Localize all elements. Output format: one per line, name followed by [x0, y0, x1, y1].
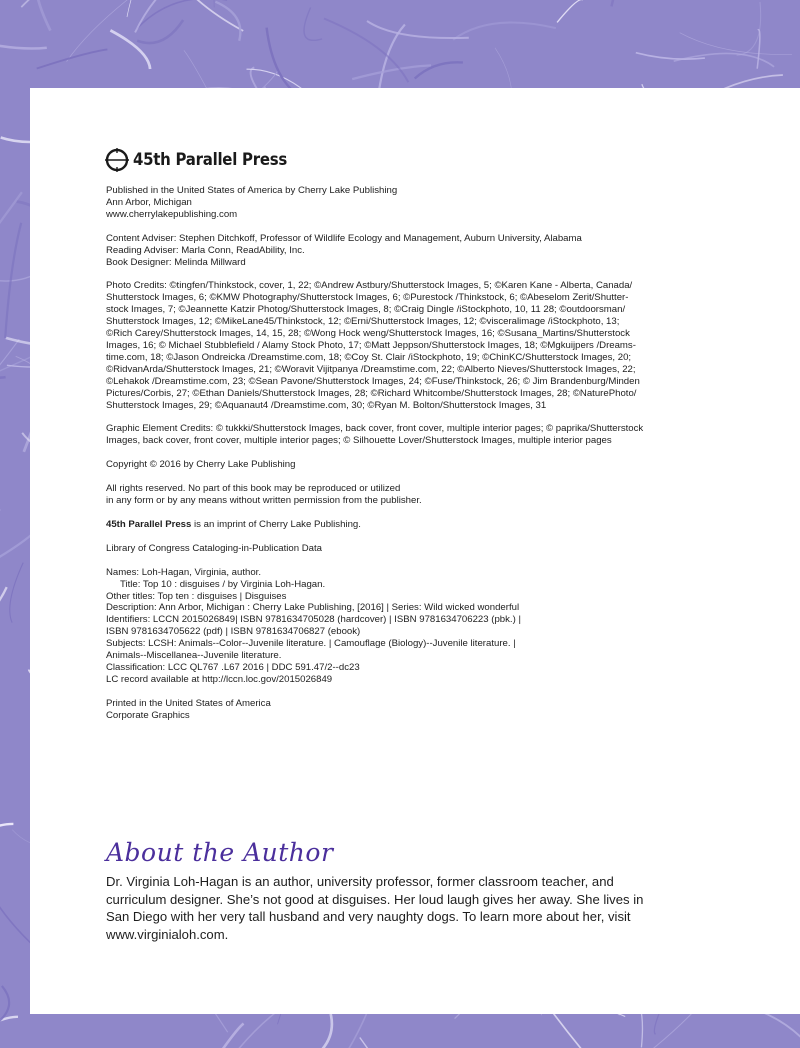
photo-credits-line: Shutterstock Images, 29; ©Aquanaut4 /Dreamstime.com, 30; ©Ryan M. Bolton/Shutterstock Images, 31	[106, 399, 547, 411]
cip-line: Animals--Miscellanea--Juvenile literature.	[106, 650, 282, 662]
photo-credits-line: Photo Credits: ©tingfen/Thinkstock, cover, 1, 22; ©Andrew Astbury/Shutterstock Images, 5; ©Karen Kane - Alberta, Canada/	[106, 280, 633, 292]
photo-credits-line: Images, 16; © Michael Stubblefield / Alamy Stock Photo, 17; ©Matt Jeppson/Shutterstock Images, 18; ©Mgkuijpers /Dreams-	[106, 339, 636, 351]
publisher-block	[106, 185, 706, 221]
about-author-line: curriculum designer. She’s not good at disguises. Her loud laugh gives her away. She lives in	[106, 891, 644, 907]
publisher-logo	[104, 146, 308, 174]
photo-credits-line: stock Images, 7; ©Jeannette Katzir Photog/Shutterstock Images, 8; ©Craig Dingle /iStockphoto, 10, 11 28; ©outdoorsman/	[106, 304, 626, 316]
printed-line: Printed in the United States of America	[106, 697, 271, 709]
publisher-line: Published in the United States of America by Cherry Lake Publishing	[106, 185, 398, 196]
printed-in	[106, 698, 706, 722]
copyright-page-text	[106, 185, 706, 734]
cip-line: Classification: LCC QL767 .L67 2016 | DDC 591.47/2--dc23	[106, 662, 360, 673]
cip-line: ISBN 9781634705622 (pdf) | ISBN 9781634706827 (ebook)	[106, 626, 361, 638]
photo-credits	[106, 280, 706, 411]
graphic-credits-line: Graphic Element Credits: © tukkki/Shutterstock Images, back cover, front cover, multiple interior pages; © paprika/Shutterstock	[106, 423, 644, 435]
graphic-element-credits	[106, 423, 706, 447]
imprint-name: 45th Parallel Press	[106, 518, 192, 530]
photo-credits-line: Shutterstock Images, 12; ©MikeLane45/Thinkstock, 12; ©Erni/Shutterstock Images, 12; ©visceralimage /iStockphoto, 13;	[106, 316, 620, 328]
publisher-website: www.cherrylakepublishing.com	[106, 208, 238, 220]
book-designer: Book Designer: Melinda Millward	[106, 256, 246, 268]
cip-heading: Library of Congress Cataloging-in-Publication Data	[106, 542, 322, 554]
rights-line: in any form or by any means without written permission from the publisher.	[106, 495, 422, 507]
rights-line: All rights reserved. No part of this book may be reproduced or utilized	[106, 483, 401, 495]
logo-wordmark: 45th Parallel Press	[133, 150, 287, 170]
page-content-panel	[30, 88, 800, 1014]
graphic-credits-line: Images, back cover, front cover, multiple interior pages; © Silhouette Lover/Shutterstock Images, multiple interior pages	[106, 435, 612, 447]
photo-credits-line: Shutterstock Images, 6; ©KMW Photography/Shutterstock Images, 6; ©Purestock /Thinkstock, 6; ©Abeselom Zerit/Shutter-	[106, 292, 629, 304]
cip-line: Subjects: LCSH: Animals--Color--Juvenile literature. | Camouflage (Biology)--Juvenile literature. |	[106, 638, 516, 650]
cip-title: Title: Top 10 : disguises / by Virginia Loh-Hagan.	[120, 578, 326, 590]
publisher-line: Ann Arbor, Michigan	[106, 196, 192, 208]
cip-names: Names: Loh-Hagan, Virginia, author.	[106, 566, 262, 578]
printer-name: Corporate Graphics	[106, 709, 190, 721]
imprint-notice	[106, 519, 706, 531]
advisers-block	[106, 233, 706, 269]
about-author-line: San Diego with her very tall husband and very naughty dogs. To learn more about her, visit	[106, 909, 631, 924]
compass-globe-icon	[104, 147, 130, 173]
about-author-heading: About the Author	[106, 838, 334, 867]
photo-credits-line: ©Lehakok /Dreamstime.com, 23; ©Sean Pavone/Shutterstock Images, 24; ©Fuse/Thinkstock, 26; © Jim Brandenburg/Minden	[106, 375, 640, 387]
cip-line: LC record available at http://lccn.loc.gov/2015026849	[106, 673, 333, 685]
reading-adviser: Reading Adviser: Marla Conn, ReadAbility, Inc.	[106, 244, 305, 256]
copyright-notice: Copyright © 2016 by Cherry Lake Publishing	[106, 459, 296, 471]
about-author-line: www.virginialoh.com.	[106, 926, 229, 942]
photo-credits-line: ©RidvanArda/Shutterstock Images, 21; ©Woravit Vijitpanya /Dreamstime.com, 22; ©Alberto Nieves/Shutterstock Images, 22;	[106, 363, 636, 375]
cip-line: Description: Ann Arbor, Michigan : Cherry Lake Publishing, [2016] | Series: Wild wicked wonderful	[106, 602, 520, 614]
photo-credits-line: Pictures/Corbis, 27; ©Ethan Daniels/Shutterstock Images, 28; ©Richard Whitcombe/Shutterstock Images, 28; ©NaturePhoto/	[106, 387, 637, 399]
content-adviser: Content Adviser: Stephen Ditchkoff, Professor of Wildlife Ecology and Management, Auburn University, Alabama	[106, 232, 582, 244]
cip-data	[106, 567, 706, 686]
about-author-text	[106, 873, 706, 943]
photo-credits-line: ©Rich Carey/Shutterstock Images, 14, 15, 28; ©Wong Hock weng/Shutterstock Images, 16; ©Susana_Martins/Shutterstock	[106, 328, 630, 340]
about-author-line: Dr. Virginia Loh-Hagan is an author, university professor, former classroom teacher, and	[106, 874, 614, 889]
cip-line: Other titles: Top ten : disguises | Disguises	[106, 590, 287, 602]
cip-line: Identifiers: LCCN 2015026849| ISBN 9781634705028 (hardcover) | ISBN 9781634706223 (pbk.) |	[106, 614, 521, 626]
photo-credits-line: time.com, 18; ©Jason Ondreicka /Dreamstime.com, 18; ©Coy St. Clair /iStockphoto, 19; ©ChinKC/Shutterstock Images, 20;	[106, 351, 632, 363]
imprint-rest: is an imprint of Cherry Lake Publishing.	[191, 518, 361, 530]
rights-notice	[106, 483, 706, 507]
